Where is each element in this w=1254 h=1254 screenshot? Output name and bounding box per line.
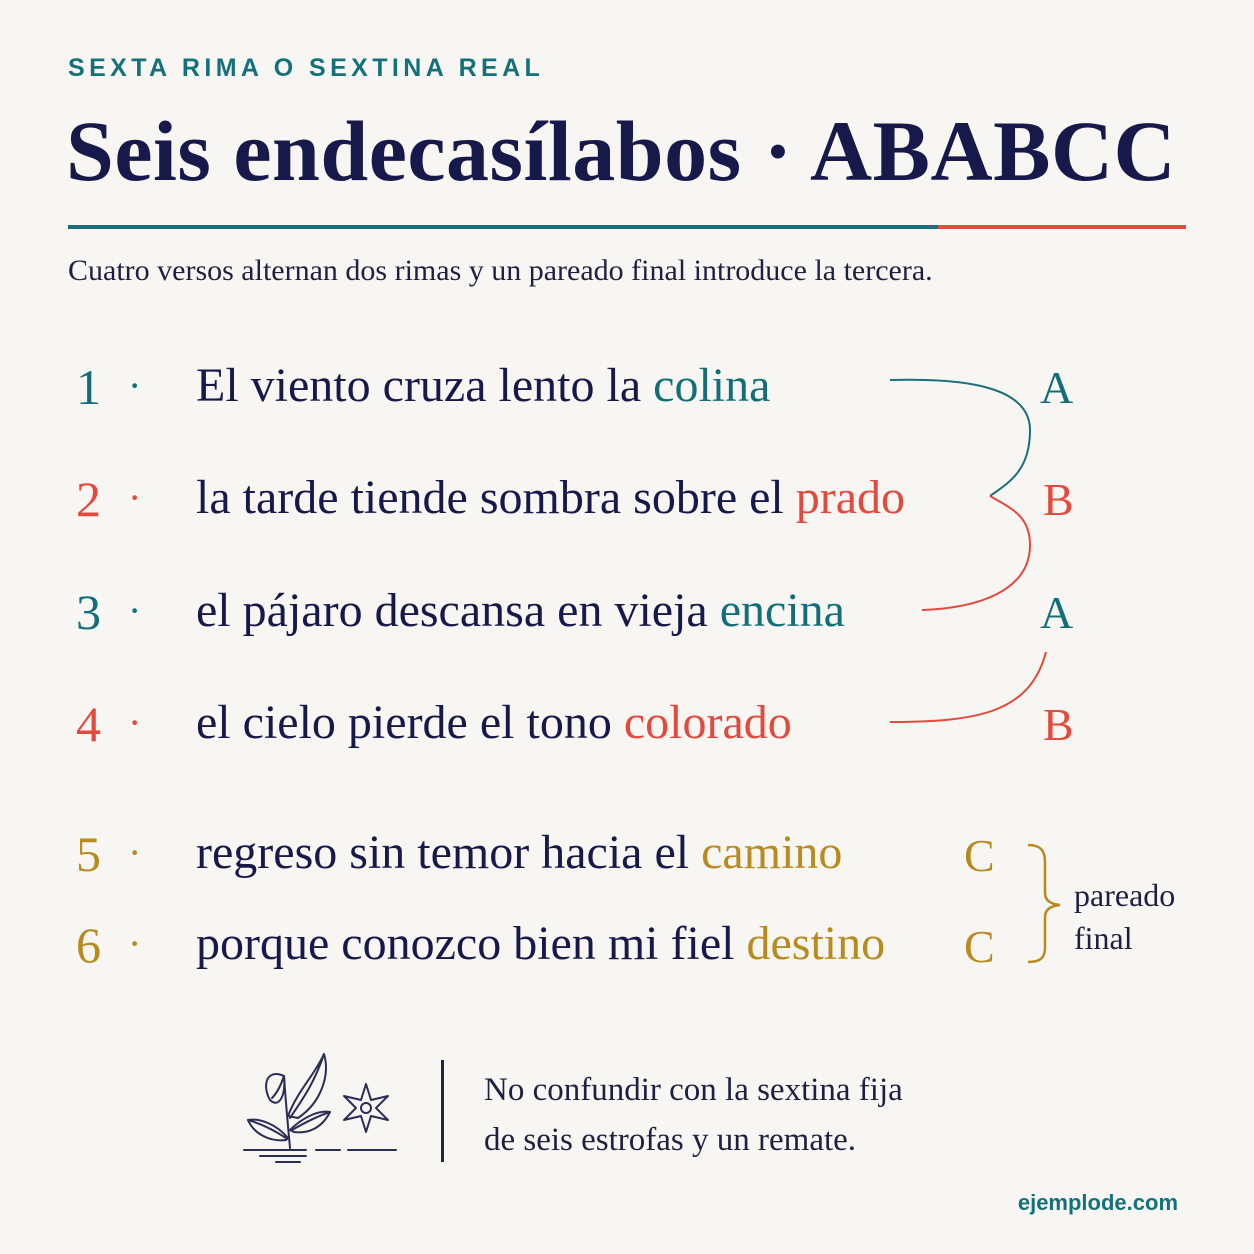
site-link[interactable]: ejemplode.com — [1017, 1190, 1178, 1215]
connector-a-1-3 — [890, 380, 1030, 496]
rhyme-word-3: encina — [719, 584, 845, 637]
star-flower-icon — [338, 1080, 394, 1136]
couplet-bracket — [1028, 845, 1060, 962]
rhyme-letter-1: A — [1040, 362, 1074, 413]
rhyme-word-1: colina — [653, 359, 771, 412]
verse-number-4: 4 — [76, 696, 101, 752]
verse-text-6: porque conozco bien mi fiel — [196, 917, 747, 970]
verse-number-1: 1 — [76, 359, 101, 415]
verse-separator-2: · — [128, 475, 142, 520]
verse-text-4: el cielo pierde el tono — [196, 696, 624, 749]
note-text — [484, 1066, 903, 1165]
rhyme-letter-4: B — [1043, 699, 1074, 750]
verse-separator-3: · — [128, 588, 142, 633]
connector-b-4 — [890, 652, 1046, 722]
verse-separator-5: · — [128, 830, 142, 875]
rhyme-letter-3: A — [1040, 587, 1074, 638]
rhyme-word-5: camino — [701, 826, 843, 879]
verse-text-2: la tarde tiende sombra sobre el — [196, 471, 796, 524]
note-line1: No confundir con la sextina fija — [484, 1072, 903, 1108]
verse-text-5: regreso sin temor hacia el — [196, 826, 702, 879]
couplet-label-line1: pareado — [1074, 877, 1176, 913]
verse-number-2: 2 — [76, 471, 101, 527]
verse-text-1: El viento cruza lento la — [196, 359, 654, 412]
rhyme-letter-2: B — [1043, 474, 1074, 525]
verse-number-6: 6 — [76, 917, 101, 973]
note-line2: de seis estrofas y un remate. — [484, 1121, 857, 1158]
page-title: Seis endecasílabos · ABABCC — [66, 103, 1177, 199]
rhyme-word-2: prado — [795, 471, 906, 524]
verse-separator-6: · — [128, 921, 142, 966]
rhyme-word-6: destino — [746, 917, 886, 970]
rhyme-word-4: colorado — [623, 696, 792, 749]
rhyme-letter-5: C — [964, 830, 995, 881]
verse-separator-4: · — [128, 700, 142, 745]
eyebrow-label: SEXTA RIMA O SEXTINA REAL — [68, 54, 545, 82]
verse-number-3: 3 — [76, 584, 101, 640]
verse-text-3: el pájaro descansa en vieja — [196, 584, 720, 637]
rhyme-letter-6: C — [964, 921, 995, 972]
connector-b-2-3 — [922, 496, 1030, 610]
verse-separator-1: · — [128, 363, 142, 408]
note-divider — [441, 1060, 444, 1162]
couplet-label-line2: final — [1074, 920, 1133, 957]
couplet-label — [1074, 874, 1175, 960]
page-subtitle: Cuatro versos alternan dos rimas y un pareado final introduce la tercera. — [68, 254, 933, 287]
verse-number-5: 5 — [76, 826, 101, 882]
